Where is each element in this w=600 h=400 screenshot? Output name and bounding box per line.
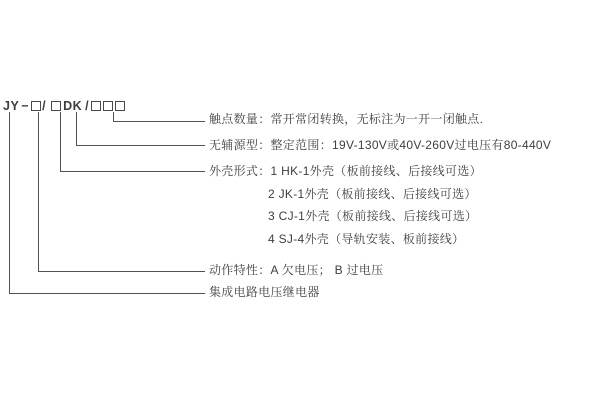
- model-prefix: JY: [3, 99, 20, 113]
- model-slash-2: /: [85, 99, 90, 113]
- placeholder-box-contacts-3: [115, 101, 125, 111]
- placeholder-box-contacts-1: [91, 101, 101, 111]
- label-shell-option-3: 3 CJ-1外壳（板前接线、后接线可选）: [268, 209, 478, 223]
- placeholder-box-contacts-2: [103, 101, 113, 111]
- label-shell-option-1: 1 HK-1外壳（板前接线、后接线可选）: [270, 164, 482, 178]
- label-shell-option-4: 4 SJ-4外壳（导轨安装、板前接线）: [268, 232, 465, 246]
- connector-line-product-name: [9, 112, 205, 294]
- label-product-name: 集成电路电压继电器: [209, 285, 320, 299]
- label-action-type: 动作特性：A 欠电压； B 过电压: [209, 263, 384, 277]
- label-contact-count: 触点数量：常开常闭转换，无标注为一开一闭触点.: [209, 112, 484, 126]
- label-no-aux-source: 无辅源型：整定范围：19V-130V或40V-260V过电压有80-440V: [209, 138, 552, 152]
- model-dash: −: [21, 99, 30, 113]
- label-shell-form-title: 外壳形式：: [209, 164, 271, 178]
- placeholder-box-action-type: [31, 101, 41, 111]
- model-type-code: DK: [63, 99, 83, 113]
- label-shell-option-2: 2 JK-1外壳（板前接线、后接线可选）: [268, 187, 477, 201]
- model-designation: [3, 99, 125, 113]
- model-slash-1: /: [42, 99, 47, 113]
- placeholder-box-shell-form: [51, 101, 61, 111]
- label-shell-form: [209, 165, 482, 178]
